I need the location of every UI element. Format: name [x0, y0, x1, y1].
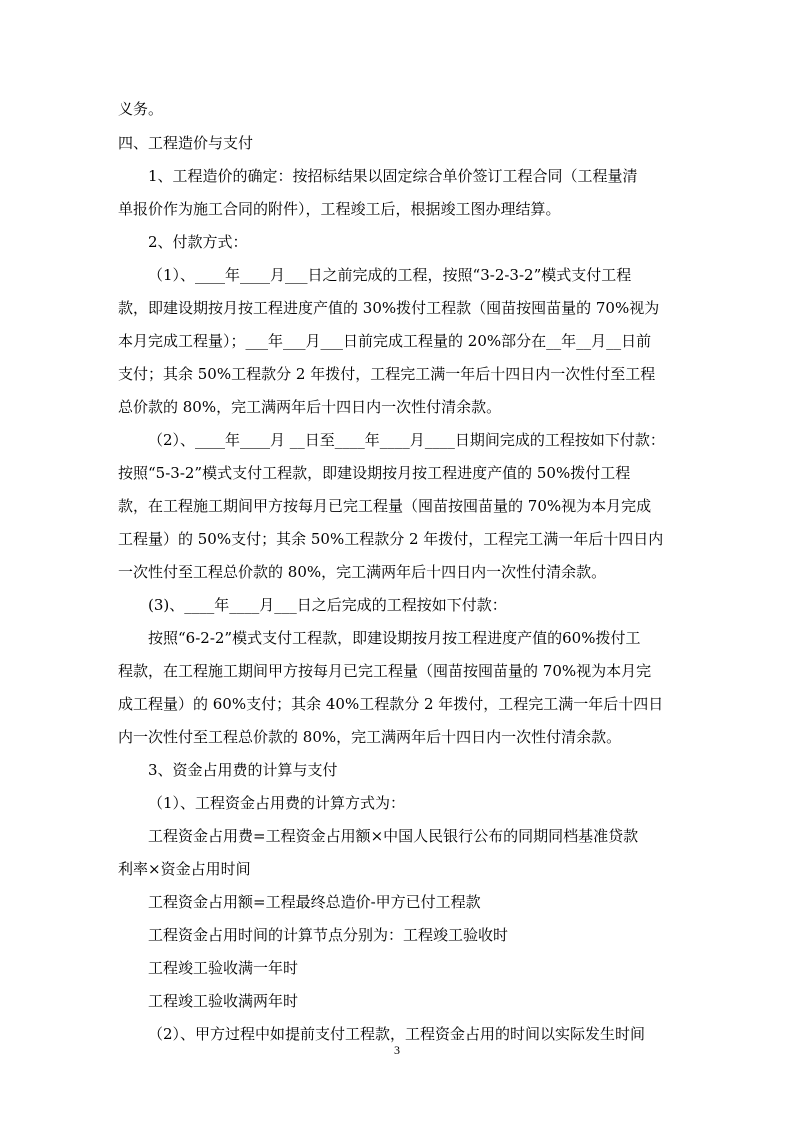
text-line: (3)、____年____月___日之后完成的工程按如下付款：: [148, 596, 507, 614]
text-line: 按照“6-2-2”模式支付工程款，即建设期按月按工程进度产值的60%拨付工: [148, 629, 641, 647]
text-line: 单报价作为施工合同的附件），工程竣工后，根据竣工图办理结算。: [118, 200, 561, 218]
text-line: 3、资金占用费的计算与支付: [148, 761, 338, 779]
text-line: 2、付款方式：: [148, 233, 248, 251]
text-line: （2）、甲方过程中如提前支付工程款，工程资金占用的时间以实际发生时间: [148, 1025, 646, 1043]
text-line: 款，即建设期按月按工程进度产值的 30%拨付工程款（囤苗按囤苗量的 70%视为: [118, 299, 660, 317]
text-line: 总价款的 80%，完工满两年后十四日内一次性付清余款。: [118, 398, 502, 416]
section-heading: 四、工程造价与支付: [118, 134, 254, 152]
text-line: 工程资金占用时间的计算节点分别为：工程竣工验收时: [148, 926, 509, 944]
text-line: （1）、____年____月___日之前完成的工程，按照“3-2-3-2”模式支付工程: [148, 266, 632, 284]
text-line: 本月完成工程量）；___年___月___日前完成工程量的 20%部分在__年__月__日前: [118, 332, 652, 350]
text-line: 内一次性付至工程总价款的 80%，完工满两年后十四日内一次性付清余款。: [118, 728, 622, 746]
text-line: 一次性付至工程总价款的 80%，完工满两年后十四日内一次性付清余款。: [118, 563, 607, 581]
text-line: 款，在工程施工期间甲方按每月已完工程量（囤苗按囤苗量的 70%视为本月完成: [118, 497, 652, 515]
text-line: 利率×资金占用时间: [118, 860, 251, 878]
text-line: （1）、工程资金占用费的计算方式为：: [148, 794, 406, 812]
text-line: 程款，在工程施工期间甲方按每月已完工程量（囤苗按囤苗量的 70%视为本月完: [118, 662, 652, 680]
text-line: 工程资金占用费=工程资金占用额×中国人民银行公布的同期同档基准贷款: [148, 827, 639, 845]
text-line: 工程量）的 50%支付；其余 50%工程款分 2 年拨付，工程完工满一年后十四日内: [118, 530, 664, 548]
page-number: 3: [394, 1043, 400, 1057]
text-line: 工程竣工验收满一年时: [148, 959, 299, 977]
text-line: 成工程量）的 60%支付；其余 40%工程款分 2 年拨付，工程完工满一年后十四日: [118, 695, 664, 713]
text-line: 工程竣工验收满两年时: [148, 992, 299, 1010]
text-line: 1、工程造价的确定：按招标结果以固定综合单价签订工程合同（工程量清: [148, 167, 638, 185]
text-line: 按照“5-3-2”模式支付工程款，即建设期按月按工程进度产值的 50%拨付工程: [118, 464, 631, 482]
text-line: 支付；其余 50%工程款分 2 年拨付，工程完工满一年后十四日内一次性付至工程: [118, 365, 656, 383]
text-line: 工程资金占用额=工程最终总造价-甲方已付工程款: [148, 893, 481, 911]
text-line: （2）、____年____月 __日至____年____月____日期间完成的工程按如下付款：: [148, 431, 665, 449]
text-line: 义务。: [118, 100, 164, 118]
